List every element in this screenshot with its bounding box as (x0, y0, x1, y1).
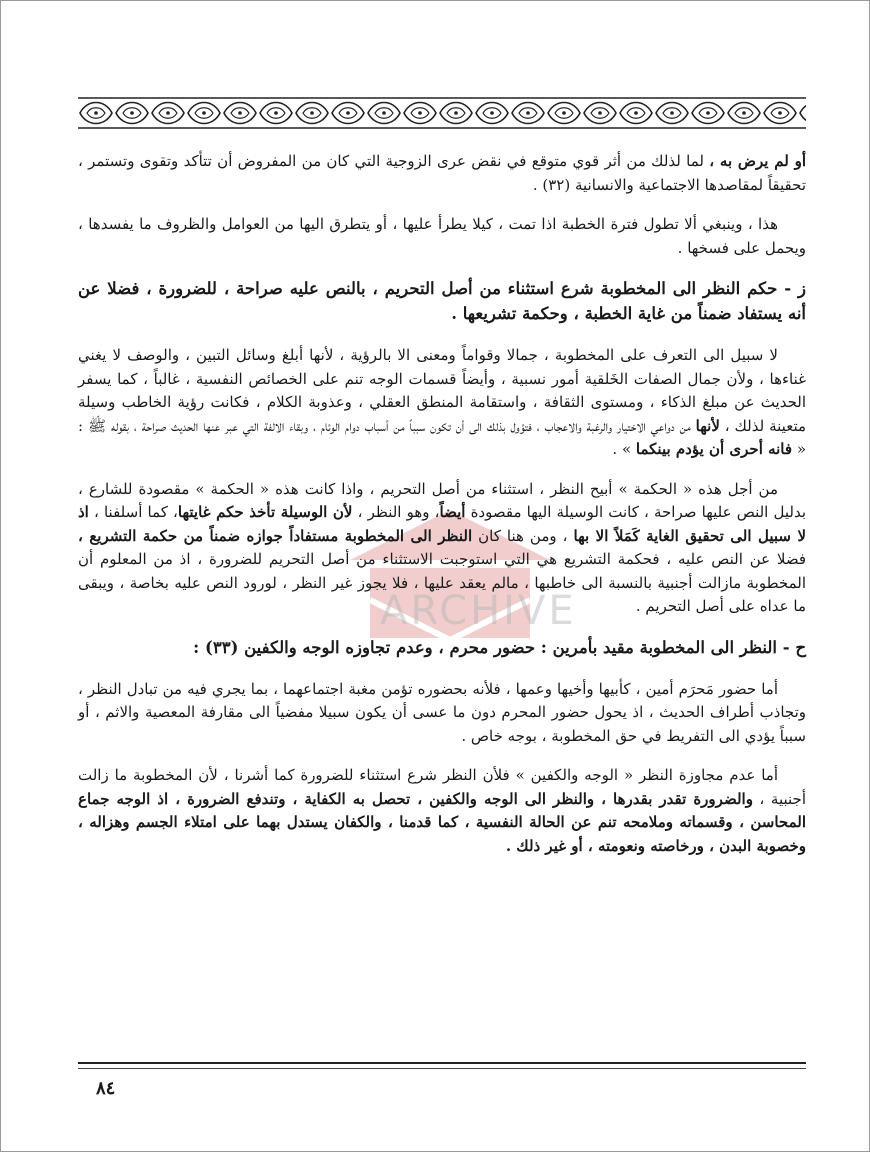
paragraph-4 (78, 478, 806, 619)
p4-part-d: لأن الوسيلة تأخذ حكم غايتها (177, 503, 353, 521)
footer-rule (78, 1062, 806, 1069)
p4-part-g: ، ومن هنا كان (472, 526, 574, 545)
paragraph-6 (78, 764, 806, 858)
p3-part-e: » . (612, 440, 636, 458)
p4-part-h: النظر الى المخطوبة مستفاداً جوازه ضمناً من حكمة التشريع ، (78, 526, 473, 545)
paragraph-1-lead: أو لم يرض به ، (709, 152, 806, 170)
paragraph-1-text: لما لذلك من أثر قوي متوقع في نقض عرى الزوجية التي كان من المفروض أن تتأكد وتقوى وتستمر ، تحقيقاً لمقاصدها الاجتماعية والانسانية (٣٢) . (78, 152, 806, 194)
p3-part-c: من دواعي الاختيار والرغبة والاعجاب ، فتؤول بذلك الى أن تكون سبباً من أسباب دوام الوئام ، وبقاء الالفة التي عبر عنها الحديث صراحة ، بقوله ﷺ : « (78, 416, 806, 458)
p4-part-c: ، وهو النظر ، (352, 503, 440, 521)
paragraph-3 (78, 344, 806, 462)
p4-part-e: ، كما أسلفنا ، (88, 503, 178, 521)
page-number: ٨٤ (96, 1078, 116, 1099)
document-body (78, 150, 806, 874)
p4-part-i: فضلا عن النص عليه ، فحكمة التشريع هي التي استوجبت الاستثناء من أصل التحريم للضرورة ، اذ من المعلوم أن المخطوبة مازالت أجنبية بالنسبة الى خاطبها ، مالم يعقد عليها ، فلا يجوز غير النظر ، لورود النص عليه بخاصة ، ويبقى ما عداه على أصل التحريم . (78, 550, 806, 615)
paragraph-2: هذا ، وينبغي ألا تطول فترة الخطبة اذا تمت ، كيلا يطرأ عليها ، أو يتطرق اليها من العوامل والظروف ما يفسدها ، ويحمل على فسخها . (78, 215, 806, 257)
p3-hadith-quote: فانه أحرى أن يؤدم بينكما (635, 440, 793, 458)
p4-part-b: أيضاً (439, 503, 466, 521)
section-heading-h: ح - النظر الى المخطوبة مقيد بأمرين : حضور محرم ، وعدم تجاوزه الوجه والكفين (٣٣) : (193, 637, 806, 657)
paragraph-5: أما حضور مَحرَم أمين ، كأبيها وأخيها وعمها ، فلأنه بحضوره تؤمن مغبة اجتماعهما ، بما يجري فيه من تبادل النظر ، وتجاذب أطراف الحديث ، اذ يحول حضور المحرم دون ما عسى أن يكون سبيلا مفضياً الى مقارفة المعصية والاثم ، أو سبباً يؤدي الى التفريط في حق المخطوبة ، بوجه خاص . (78, 679, 806, 745)
p4-part-a: من أجل هذه « الحكمة » أبيح النظر ، استثناء من أصل التحريم ، واذا كانت هذه « الحكمة » مقصودة للشارع ، بدليل النص عليها صراحة ، كانت الوسيلة اليها مقصودة (78, 479, 806, 521)
p4-part-f: اذ لا سبيل الى تحقيق الغاية كَمَلاً الا بها (78, 503, 807, 545)
p6-part-b: والضرورة تقدر بقدرها ، والنظر الى الوجه والكفين ، تحصل به الكفاية ، وتندفع الضرورة ، اذ الوجه جماع المحاسن ، وقسماته وملامحه تنم عن الحالة النفسية ، كما قدمنا ، والكفان يستدل بهما على امتلاء الجسم وهزاله ، وخصوبة البدن ، ورخاصته ونعومته ، أو غير ذلك . (78, 789, 806, 855)
paragraph-1 (78, 150, 806, 197)
decorative-border (78, 96, 806, 130)
p3-part-b: لأنها (695, 416, 720, 435)
p6-part-a: أما عدم مجاوزة النظر « الوجه والكفين » فلأن النظر شرع استثناء للضرورة كما أشرنا ، لأن المخطوبة ما زالت أجنبية ، (78, 766, 806, 808)
watermark-text: ARCHIVE (380, 588, 577, 634)
section-heading-z: ز - حكم النظر الى المخطوبة شرع استثناء من أصل التحريم ، بالنص عليه صراحة ، للضرورة ، فضلا عن أنه يستفاد ضمناً من غاية الخطبة ، وحكمة تشريعها . (78, 279, 806, 323)
p3-part-a: لا سبيل الى التعرف على المخطوبة ، جمالا وقواماً ومعنى الا بالرؤية ، لأنها أبلغ وسائل التبين ، والوصف لا يغني غناءها ، ولأن جمال الصفات الخَلقية أمور نسبية ، وأيضاً قسمات الوجه تنم على الخصائص النفسية ، غالباً ، كما يسفر الحديث عن مبلغ الذكاء ، ومستوى الثقافة ، واستقامة المنطق العقلي ، وعذوبة الكلام ، فكانت رؤية الخاطب وسيلة متعينة لذلك ، (78, 346, 807, 435)
